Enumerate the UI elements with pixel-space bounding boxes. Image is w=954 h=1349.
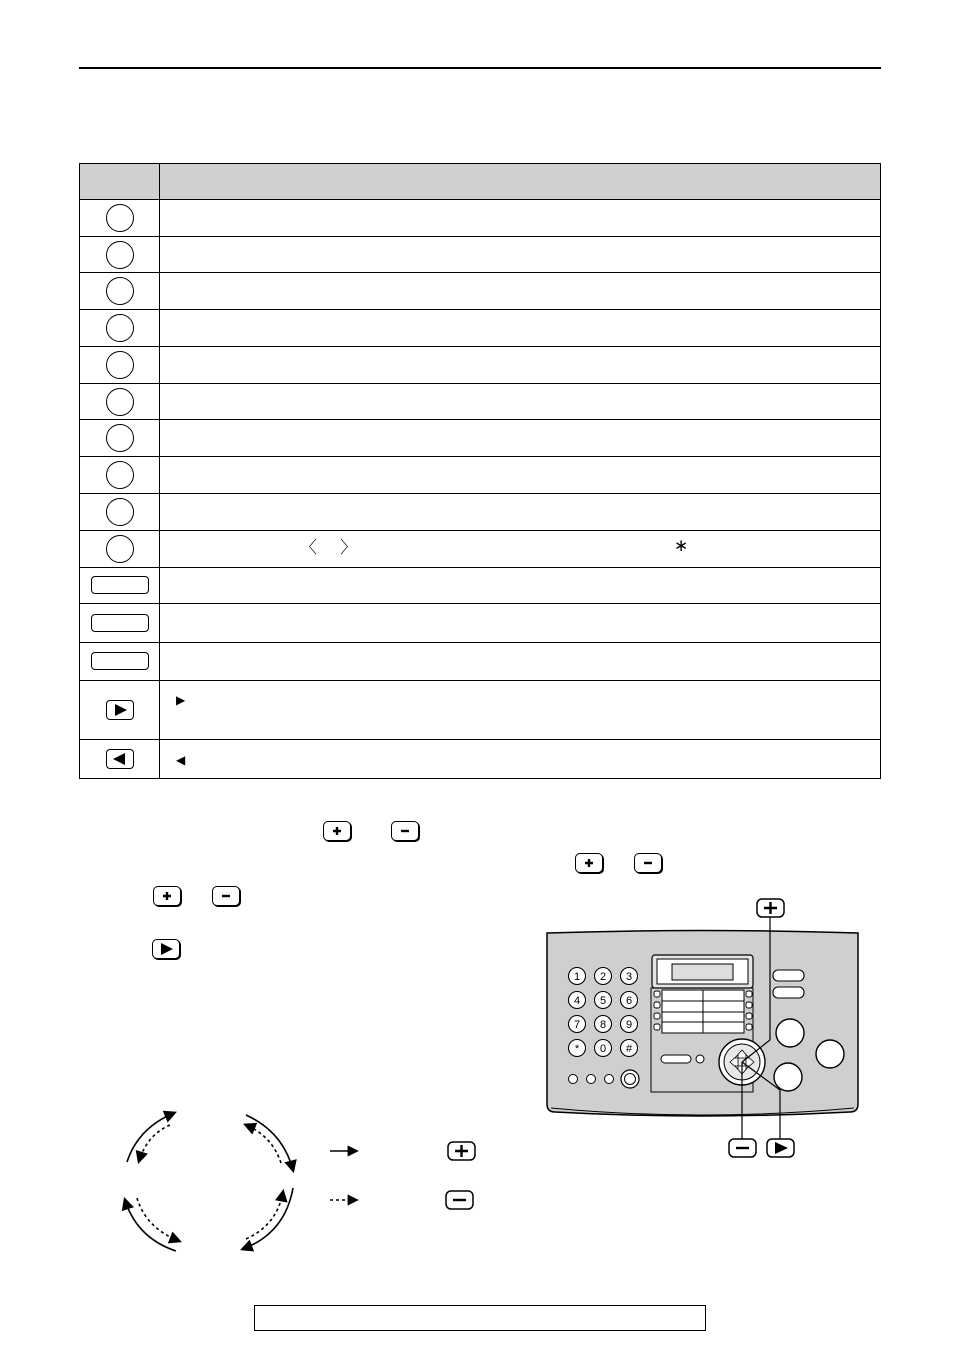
footer-box (254, 1305, 706, 1331)
left-angle-glyph: 〈 (300, 538, 317, 557)
keypad-key-label: 0 (599, 1043, 607, 1055)
keypad-key-label: 2 (599, 971, 607, 983)
keypad-key-label: 6 (625, 995, 633, 1007)
right-marker-glyph: ▶ (176, 693, 186, 707)
keypad-key-label: 1 (573, 971, 581, 983)
keypad-key-label: 7 (573, 1019, 581, 1031)
keypad-key-label: 8 (599, 1019, 607, 1031)
keypad-key-label: * (574, 1043, 580, 1055)
keypad-key-label: 4 (573, 995, 581, 1007)
right-angle-glyph: 〉 (340, 538, 357, 557)
keypad-key-label: 9 (625, 1019, 633, 1031)
keypad-key-label: # (625, 1043, 633, 1055)
keypad-key-label: 3 (625, 971, 633, 983)
keypad-key-label: 5 (599, 995, 607, 1007)
star-glyph: ∗ (674, 536, 689, 555)
left-marker-glyph: ◀ (176, 752, 186, 767)
